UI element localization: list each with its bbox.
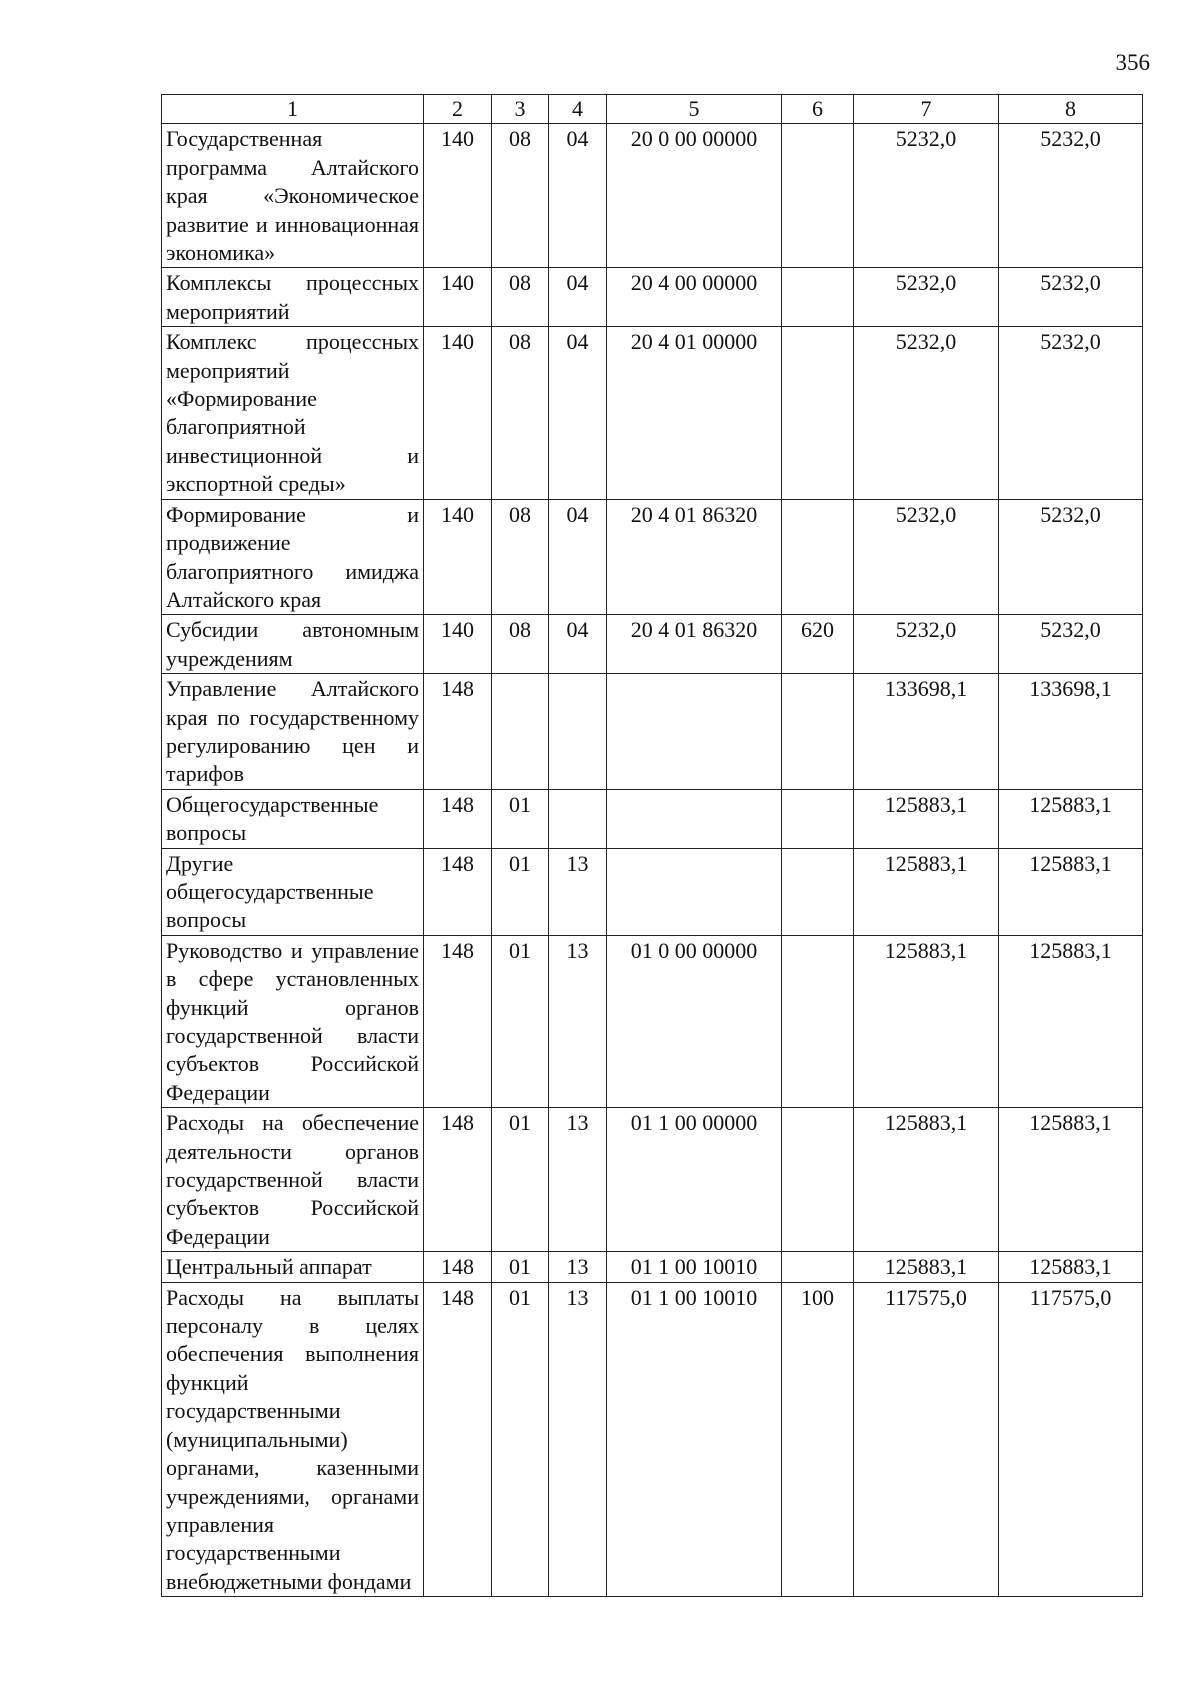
amount-year2-cell: 5232,0	[999, 124, 1143, 268]
table-row	[162, 1282, 1143, 1596]
section-code-cell: 01	[492, 848, 549, 935]
table-row	[162, 789, 1143, 848]
column-header-3: 3	[492, 95, 549, 124]
amount-year2-cell: 5232,0	[999, 268, 1143, 327]
budget-table	[161, 94, 1143, 1597]
subsection-code-cell: 13	[549, 1252, 607, 1282]
row-name-cell: Центральный аппарат	[162, 1252, 424, 1282]
ministry-code-cell: 140	[424, 124, 492, 268]
table-row	[162, 848, 1143, 935]
amount-year2-cell: 125883,1	[999, 789, 1143, 848]
target-article-cell: 20 4 01 00000	[607, 327, 782, 499]
amount-year2-cell: 117575,0	[999, 1282, 1143, 1596]
column-header-4: 4	[549, 95, 607, 124]
expense-type-cell	[782, 124, 854, 268]
ministry-code-cell: 140	[424, 615, 492, 674]
ministry-code-cell: 148	[424, 789, 492, 848]
page-number: 356	[1115, 50, 1150, 75]
column-header-7: 7	[854, 95, 999, 124]
expense-type-cell: 100	[782, 1282, 854, 1596]
section-code-cell: 08	[492, 615, 549, 674]
row-name-cell: Формирование и продвижение благоприятного имиджа Алтайского края	[162, 499, 424, 615]
amount-year2-cell: 125883,1	[999, 1108, 1143, 1252]
subsection-code-cell	[549, 789, 607, 848]
amount-year2-cell: 133698,1	[999, 674, 1143, 790]
section-code-cell: 08	[492, 124, 549, 268]
amount-year2-cell: 125883,1	[999, 935, 1143, 1107]
row-name-cell: Другие общегосударственные вопросы	[162, 848, 424, 935]
amount-year2-cell: 5232,0	[999, 615, 1143, 674]
section-code-cell: 01	[492, 935, 549, 1107]
amount-year1-cell: 5232,0	[854, 124, 999, 268]
row-name-cell: Руководство и управление в сфере установленных функций органов государственной власти субъектов Российской Федерации	[162, 935, 424, 1107]
expense-type-cell	[782, 268, 854, 327]
column-header-1: 1	[162, 95, 424, 124]
target-article-cell	[607, 674, 782, 790]
table-row	[162, 935, 1143, 1107]
row-name-cell: Субсидии автономным учреждениям	[162, 615, 424, 674]
expense-type-cell	[782, 789, 854, 848]
row-name-cell: Государственная программа Алтайского края «Экономическое развитие и инновационная экономика»	[162, 124, 424, 268]
subsection-code-cell: 04	[549, 615, 607, 674]
table-row	[162, 327, 1143, 499]
target-article-cell: 01 1 00 10010	[607, 1252, 782, 1282]
expense-type-cell	[782, 1108, 854, 1252]
target-article-cell: 20 0 00 00000	[607, 124, 782, 268]
target-article-cell: 01 1 00 00000	[607, 1108, 782, 1252]
row-name-cell: Комплекс процессных мероприятий «Формирование благоприятной инвестиционной и экспортной среды»	[162, 327, 424, 499]
expense-type-cell: 620	[782, 615, 854, 674]
subsection-code-cell	[549, 674, 607, 790]
expense-type-cell	[782, 674, 854, 790]
ministry-code-cell: 140	[424, 327, 492, 499]
ministry-code-cell: 148	[424, 1252, 492, 1282]
amount-year1-cell: 5232,0	[854, 615, 999, 674]
section-code-cell: 08	[492, 499, 549, 615]
table-row	[162, 124, 1143, 268]
amount-year2-cell: 125883,1	[999, 1252, 1143, 1282]
target-article-cell: 20 4 01 86320	[607, 499, 782, 615]
column-header-2: 2	[424, 95, 492, 124]
subsection-code-cell: 13	[549, 1282, 607, 1596]
section-code-cell: 08	[492, 327, 549, 499]
table-row	[162, 1108, 1143, 1252]
row-name-cell: Общегосударственные вопросы	[162, 789, 424, 848]
amount-year2-cell: 125883,1	[999, 848, 1143, 935]
subsection-code-cell: 04	[549, 327, 607, 499]
expense-type-cell	[782, 327, 854, 499]
amount-year1-cell: 5232,0	[854, 268, 999, 327]
subsection-code-cell: 13	[549, 848, 607, 935]
expense-type-cell	[782, 848, 854, 935]
subsection-code-cell: 04	[549, 268, 607, 327]
section-code-cell: 01	[492, 1108, 549, 1252]
column-header-5: 5	[607, 95, 782, 124]
ministry-code-cell: 148	[424, 674, 492, 790]
column-header-8: 8	[999, 95, 1143, 124]
expense-type-cell	[782, 1252, 854, 1282]
subsection-code-cell: 04	[549, 499, 607, 615]
target-article-cell	[607, 789, 782, 848]
section-code-cell: 01	[492, 1282, 549, 1596]
amount-year1-cell: 125883,1	[854, 935, 999, 1107]
target-article-cell: 20 4 01 86320	[607, 615, 782, 674]
section-code-cell: 01	[492, 789, 549, 848]
table-row	[162, 1252, 1143, 1282]
expense-type-cell	[782, 499, 854, 615]
table-row	[162, 499, 1143, 615]
target-article-cell: 20 4 00 00000	[607, 268, 782, 327]
ministry-code-cell: 140	[424, 268, 492, 327]
row-name-cell: Расходы на обеспечение деятельности органов государственной власти субъектов Российской Федерации	[162, 1108, 424, 1252]
section-code-cell: 01	[492, 1252, 549, 1282]
ministry-code-cell: 148	[424, 1108, 492, 1252]
target-article-cell: 01 1 00 10010	[607, 1282, 782, 1596]
expense-type-cell	[782, 935, 854, 1107]
amount-year1-cell: 117575,0	[854, 1282, 999, 1596]
amount-year1-cell: 5232,0	[854, 327, 999, 499]
row-name-cell: Управление Алтайского края по государственному регулированию цен и тарифов	[162, 674, 424, 790]
column-header-6: 6	[782, 95, 854, 124]
target-article-cell	[607, 848, 782, 935]
amount-year2-cell: 5232,0	[999, 499, 1143, 615]
amount-year1-cell: 133698,1	[854, 674, 999, 790]
row-name-cell: Расходы на выплаты персоналу в целях обеспечения выполнения функций государственными (муниципальными) органами, казенными учреждениями, органами управления государственными внебюджетными фондами	[162, 1282, 424, 1596]
target-article-cell: 01 0 00 00000	[607, 935, 782, 1107]
table-row	[162, 268, 1143, 327]
amount-year1-cell: 125883,1	[854, 1108, 999, 1252]
table-row	[162, 674, 1143, 790]
amount-year1-cell: 5232,0	[854, 499, 999, 615]
amount-year1-cell: 125883,1	[854, 848, 999, 935]
header-row	[162, 95, 1143, 124]
amount-year1-cell: 125883,1	[854, 1252, 999, 1282]
ministry-code-cell: 140	[424, 499, 492, 615]
section-code-cell: 08	[492, 268, 549, 327]
table-row	[162, 615, 1143, 674]
subsection-code-cell: 04	[549, 124, 607, 268]
ministry-code-cell: 148	[424, 848, 492, 935]
amount-year2-cell: 5232,0	[999, 327, 1143, 499]
subsection-code-cell: 13	[549, 935, 607, 1107]
section-code-cell	[492, 674, 549, 790]
amount-year1-cell: 125883,1	[854, 789, 999, 848]
ministry-code-cell: 148	[424, 935, 492, 1107]
subsection-code-cell: 13	[549, 1108, 607, 1252]
ministry-code-cell: 148	[424, 1282, 492, 1596]
row-name-cell: Комплексы процессных мероприятий	[162, 268, 424, 327]
